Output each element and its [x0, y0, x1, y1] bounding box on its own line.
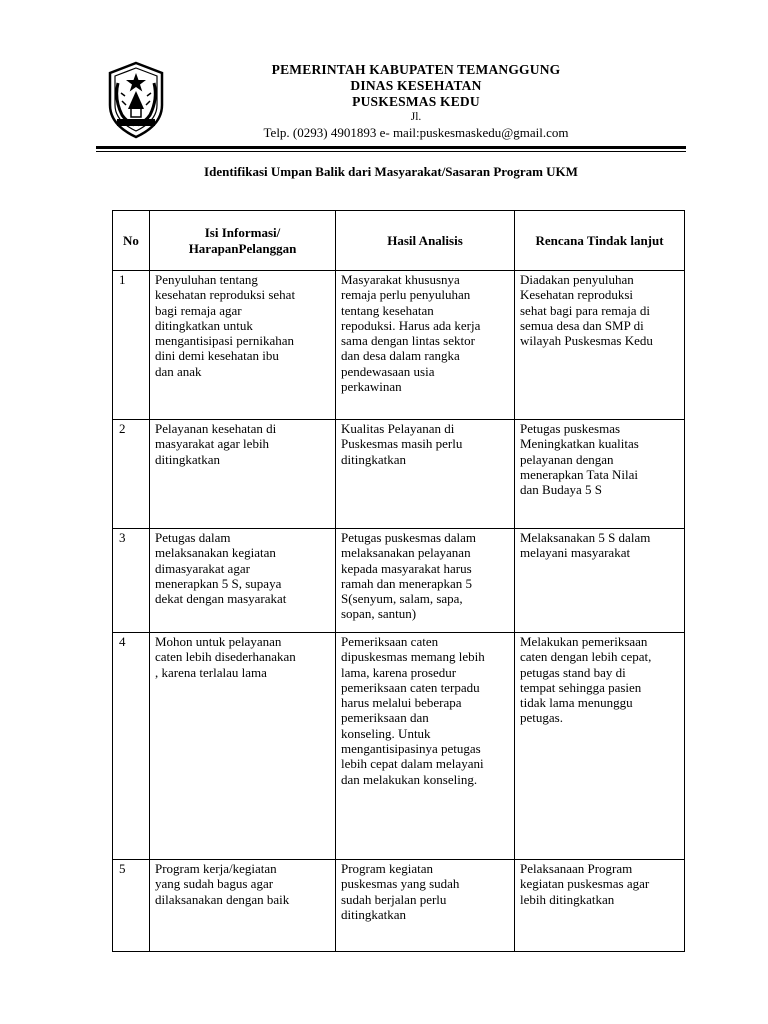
row-no: 4 [113, 633, 150, 860]
header-info: Isi Informasi/ HarapanPelanggan [150, 211, 336, 271]
letterhead-office: PUSKESMAS KEDU [352, 94, 480, 109]
header-analysis: Hasil Analisis [336, 211, 515, 271]
row-info: Program kerja/kegiatan yang sudah bagus agar dilaksanakan dengan baik [150, 860, 336, 952]
table-header-row [113, 211, 685, 271]
table-row [113, 420, 685, 529]
letterhead-contact: Telp. (0293) 4901893 e- mail:puskesmaskedu@gmail.com [263, 125, 569, 140]
row-plan: Diadakan penyuluhan Kesehatan reproduksi sehat bagi para remaja di semua desa dan SMP di wilayah Puskesmas Kedu [515, 271, 685, 420]
row-no: 3 [113, 529, 150, 633]
row-analysis: Kualitas Pelayanan di Puskesmas masih perlu ditingkatkan [336, 420, 515, 529]
table-row [113, 271, 685, 420]
feedback-table [112, 210, 685, 952]
letterhead-divider-thick [96, 146, 686, 149]
row-info: Petugas dalam melaksanakan kegiatan dimasyarakat agar menerapkan 5 S, supaya dekat dengan masyarakat [150, 529, 336, 633]
row-no: 2 [113, 420, 150, 529]
row-info: Penyuluhan tentang kesehatan reproduksi sehat bagi remaja agar ditingkatkan untuk mengantisipasi pernikahan dini demi kesehatan ibu dan anak [150, 271, 336, 420]
row-plan: Petugas puskesmas Meningkatkan kualitas pelayanan dengan menerapkan Tata Nilai dan Budaya 5 S [515, 420, 685, 529]
header-no: No [113, 211, 150, 271]
table-row [113, 860, 685, 952]
row-analysis: Petugas puskesmas dalam melaksanakan pelayanan kepada masyarakat harus ramah dan menerapkan 5 S(senyum, salam, sapa, sopan, santun) [336, 529, 515, 633]
row-plan: Melakukan pemeriksaan caten dengan lebih cepat, petugas stand bay di tempat sehingga pasien tidak lama menunggu petugas. [515, 633, 685, 860]
letterhead-address: Jl. [410, 111, 422, 123]
row-no: 1 [113, 271, 150, 420]
row-analysis: Pemeriksaan caten dipuskesmas memang lebih lama, karena prosedur pemeriksaan caten terpadu harus melalui beberapa pemeriksaan dan konseling. Untuk mengantisipasinya petugas lebih cepat dalam melayani dan melakukan konseling. [336, 633, 515, 860]
header-plan: Rencana Tindak lanjut [515, 211, 685, 271]
table-row [113, 633, 685, 860]
letterhead-government: PEMERINTAH KABUPATEN TEMANGGUNG [271, 62, 561, 77]
letterhead [200, 62, 632, 141]
row-plan: Melaksanakan 5 S dalam melayani masyarakat [515, 529, 685, 633]
document-title: Identifikasi Umpan Balik dari Masyarakat/Sasaran Program UKM [204, 164, 578, 179]
row-no: 5 [113, 860, 150, 952]
regency-seal-icon [104, 61, 168, 139]
row-info: Pelayanan kesehatan di masyarakat agar lebih ditingkatkan [150, 420, 336, 529]
letterhead-agency: DINAS KESEHATAN [350, 78, 482, 93]
row-plan: Pelaksanaan Program kegiatan puskesmas agar lebih ditingkatkan [515, 860, 685, 952]
table-row [113, 529, 685, 633]
letterhead-divider-thin [96, 151, 686, 152]
row-analysis: Masyarakat khususnya remaja perlu penyuluhan tentang kesehatan repoduksi. Harus ada kerja sama dengan lintas sektor dan desa dalam rangka pendewasaan usia perkawinan [336, 271, 515, 420]
row-analysis: Program kegiatan puskesmas yang sudah sudah berjalan perlu ditingkatkan [336, 860, 515, 952]
row-info: Mohon untuk pelayanan caten lebih disederhanakan , karena terlalau lama [150, 633, 336, 860]
